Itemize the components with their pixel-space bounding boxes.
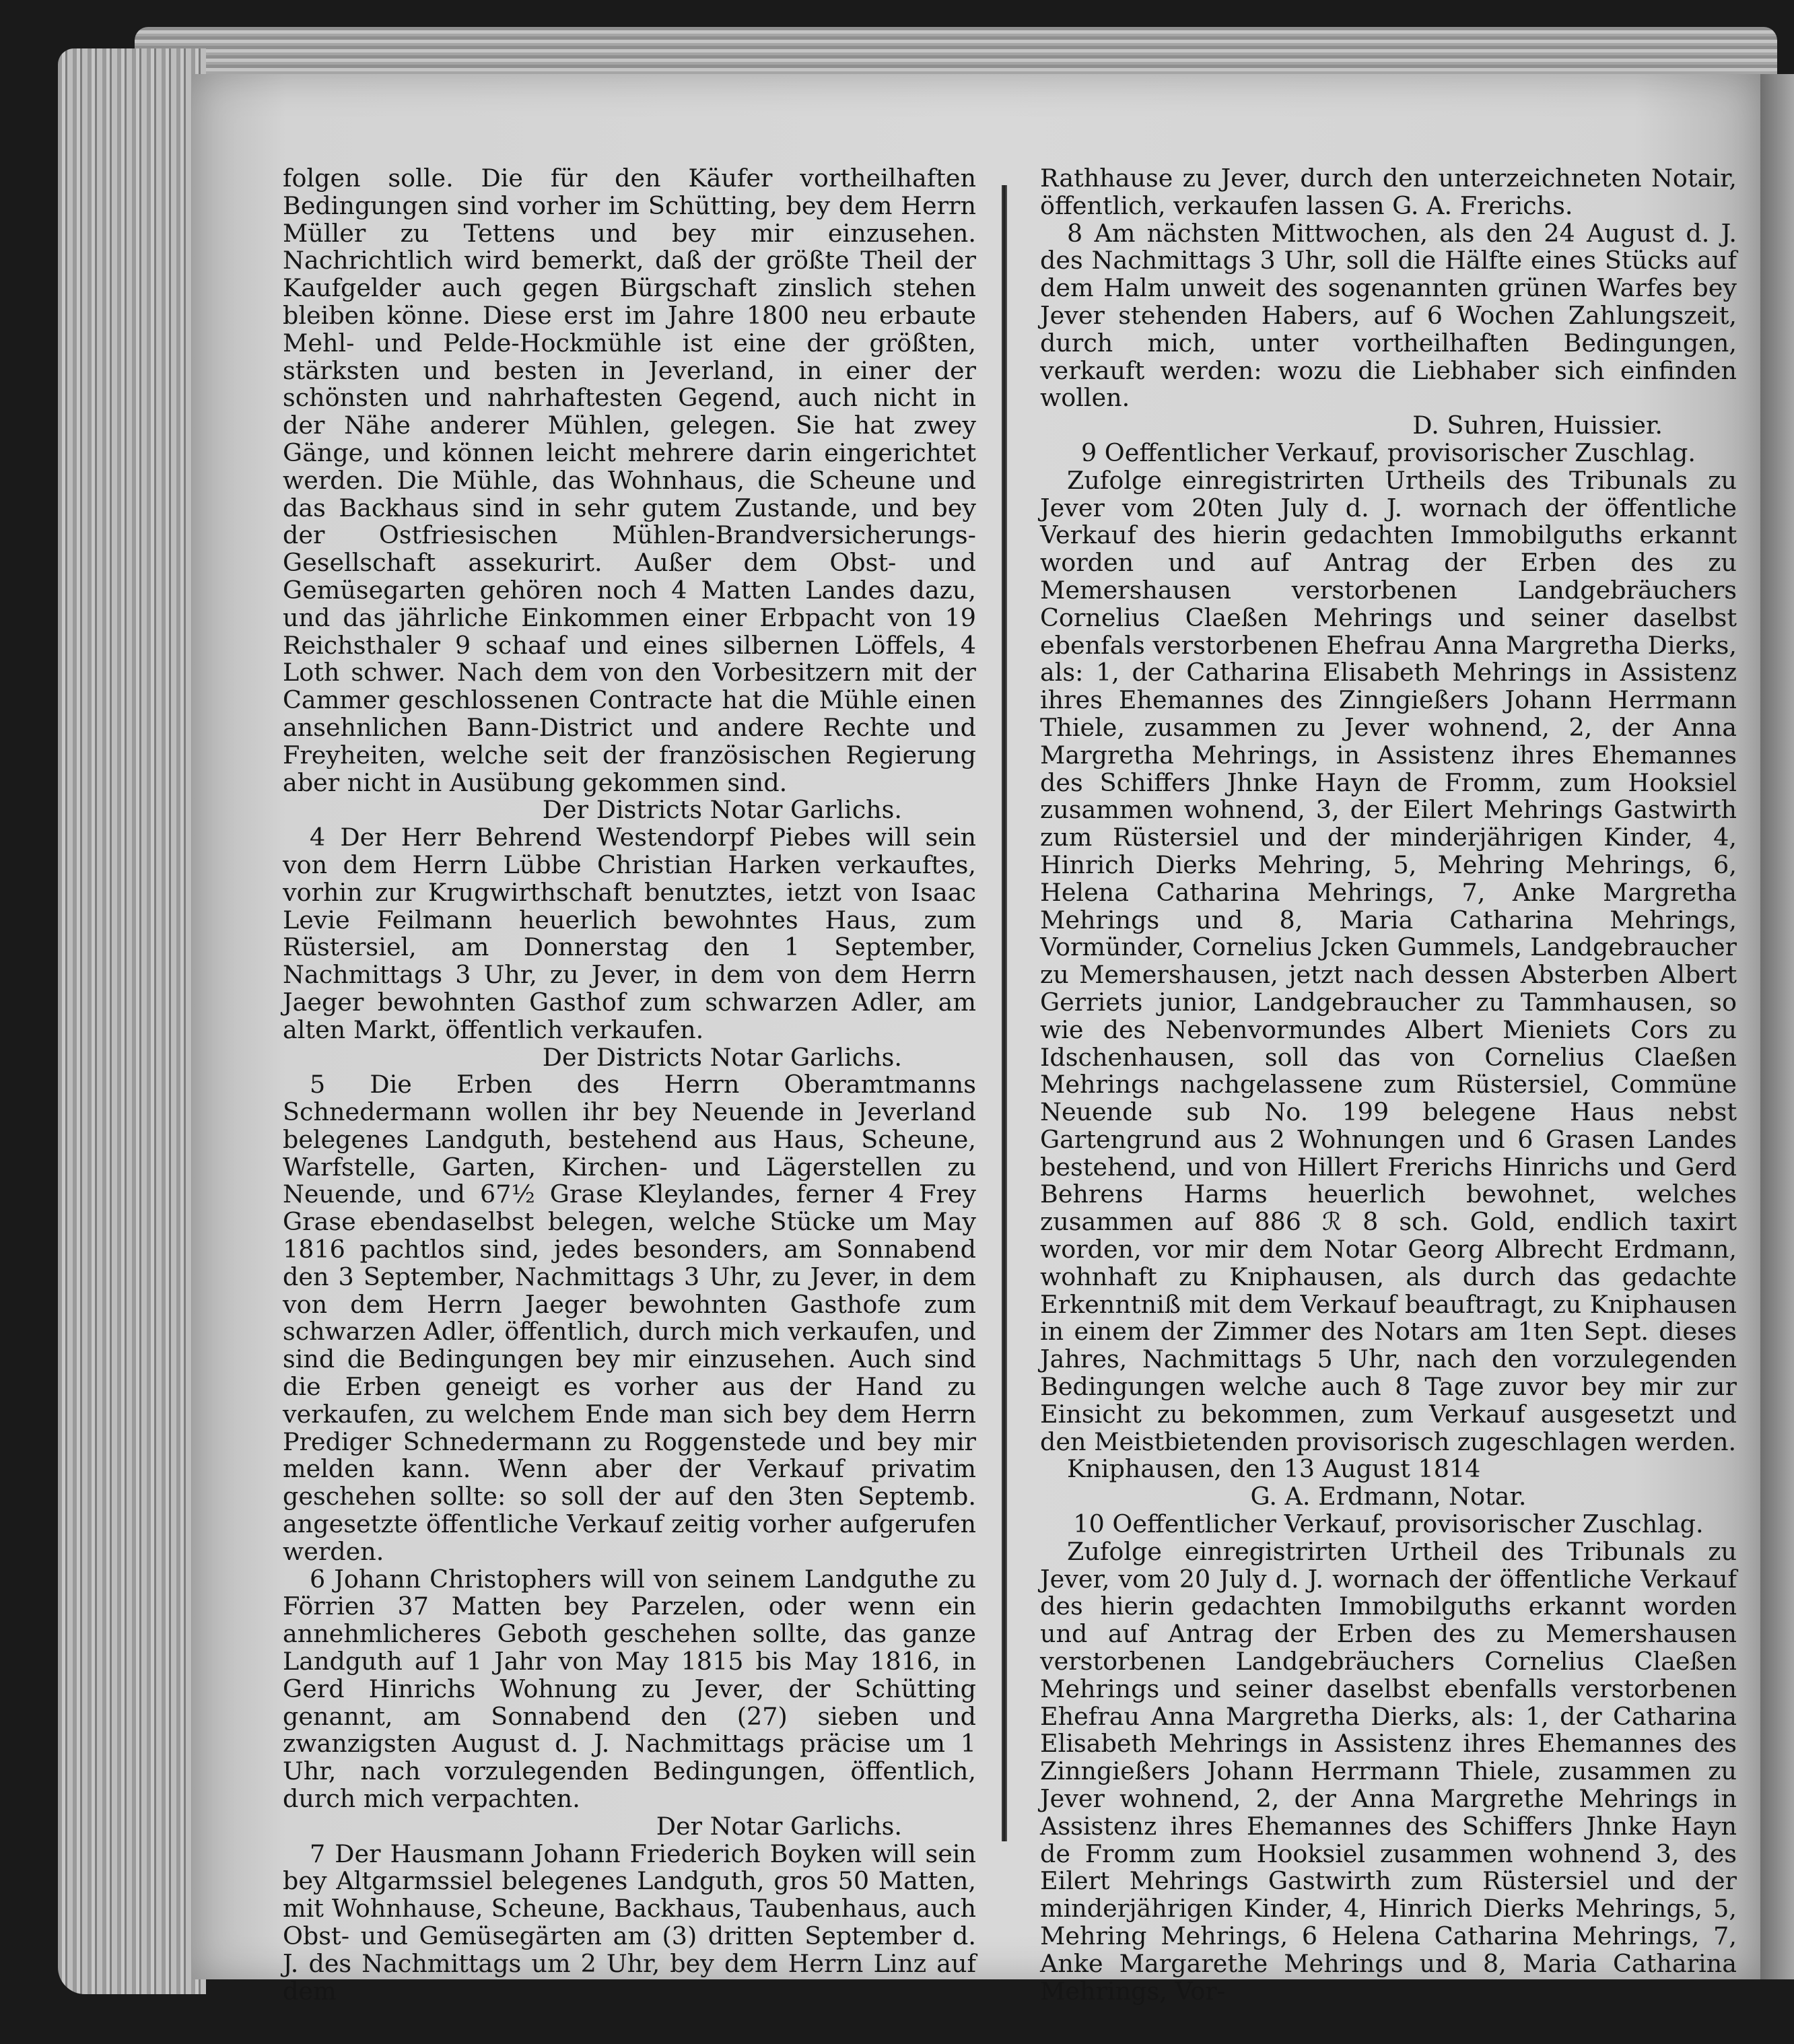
paragraph: 7 Der Hausmann Johann Friederich Boyken will sein bey Altgarmssiel belegenes Landguth, gros 50 Matten, mit Wohnhause, Scheune, Backhaus, Taubenhaus, auch Obst- und Gemüsegärten am (3) dritten September d. J. des Nachmittags um 2 Uhr, bey dem Herrn Linz auf dem [283,1839,976,2006]
paragraph: Zufolge einregistrirten Urtheil des Tribunals zu Jever, vom 20 July d. J. wornach der öffentliche Verkauf des hierin gedachten Immobilguths erkannt worden und auf Antrag der Erben des zu Memershausen verstorbenen Landgebräuchers Cornelius Claeßen Mehrings und seiner daselbst ebenfalls verstorbenen Ehefrau Anna Margretha Dierks, als: 1, der Catharina Elisabeth Mehrings in Assistenz ihres Ehemannes des Zinngießers Johann Herrmann Thiele, zusammen zu Jever wohnend, 2, der Anna Margrethe Mehrings in Assistenz ihres Ehemannes des Schiffers Jhnke Hayn de Fromm zum Hooksiel zusammen wohnend 3, des Eilert Mehrings Gastwirth zum Rüstersiel und der minderjährigen Kinder, 4, Hinrich Dierks Mehrings, 5, Mehring Mehrings, 6 Helena Catharina Mehrings, 7, Anke Margarethe Mehrings und 8, Maria Catharina Mehrings, Vor- [1040,1536,1737,2006]
text-column-right [1040,165,1737,2005]
place-date-line: Kniphausen, den 13 August 1814 [1067,1454,1481,1484]
text-column-left [283,165,976,2005]
notice-heading: 10 Oeffentlicher Verkauf, provisorischer Zuschlag. [1073,1509,1704,1539]
paragraph: 4 Der Herr Behrend Westendorpf Piebes will sein von dem Herrn Lübbe Christian Harken verkauftes, vorhin zur Krugwirthschaft benutztes, ietzt von Isaac Levie Feilmann heuerlich bewohntes Haus, zum Rüstersiel, am Donnerstag den 1 September, Nachmittags 3 Uhr, zu Jever, in dem von dem Herrn Jaeger bewohnten Gasthof zum schwarzen Adler, am alten Markt, öffentlich verkaufen. [283,823,976,1044]
paragraph: 8 Am nächsten Mittwochen, als den 24 August d. J. des Nachmittags 3 Uhr, soll die Hälfte eines Stücks auf dem Halm unweit des sogenannten grünen Warfes bey Jever stehenden Habers, auf 6 Wochen Zahlungszeit, durch mich, unter vortheilhaften Bedingungen, verkauft werden: wozu die Liebhaber sich einfinden wollen. [1040,218,1737,413]
signature: Der Districts Notar Garlichs. [542,1042,902,1072]
paragraph: Rathhause zu Jever, durch den unterzeichneten Notair, öffentlich, verkaufen lassen G. A. Frerichs. [1040,164,1737,220]
notice-heading: 9 Oeffentlicher Verkauf, provisorischer Zuschlag. [1080,438,1696,467]
paragraph: 5 Die Erben des Herrn Oberamtmanns Schnedermann wollen ihr bey Neuende in Jeverland belegenes Landguth, bestehend aus Haus, Scheune, Warfstelle, Garten, Kirchen- und Lägerstellen zu Neuende, und 67½ Grase Kleylandes, ferner 4 Frey Grase ebendaselbst belegen, welche Stücke um May 1816 pachtlos sind, jedes besonders, am Sonnabend den 3 September, Nachmittags 3 Uhr, zu Jever, in dem von dem Herrn Jaeger bewohnten Gasthofe zum schwarzen Adler, öffentlich, durch mich verkaufen, und sind die Bedingungen bey mir einzusehen. Auch sind die Erben geneigt es vorher aus der Hand zu verkaufen, zu welchem Ende man sich bey dem Herrn Prediger Schnedermann zu Roggenstede und bey mir melden kann. Wenn aber der Verkauf privatim geschehen sollte: so soll der auf den 3ten Septemb. angesetzte öffentliche Verkauf zeitig vorher aufgerufen werden. [283,1070,976,1566]
signature: Der Districts Notar Garlichs. [542,795,902,825]
paragraph: 6 Johann Christophers will von seinem Landguthe zu Förrien 37 Matten bey Parzelen, oder wenn ein annehmlicheres Geboth geschehen sollte, das ganze Landguth auf 1 Jahr von May 1815 bis May 1816, in Gerd Hinrichs Wohnung zu Jever, der Schütting genannt, am Sonnabend den (27) sieben und zwanzigsten August d. J. Nachmittags präcise um 1 Uhr, nach vorzulegenden Bedingungen, öffentlich, durch mich verpachten. [283,1564,976,1814]
signature: G. A. Erdmann, Notar. [1250,1482,1527,1511]
paragraph: Zufolge einregistrirten Urtheils des Tribunals zu Jever vom 20ten July d. J. wornach der öffentliche Verkauf des hierin gedachten Immobilguths erkannt worden und auf Antrag der Erben des zu Memershausen verstorbenen Landgebräuchers Cornelius Claeßen Mehrings und seiner daselbst ebenfals verstorbenen Ehefrau Anna Margretha Dierks, als: 1, der Catharina Elisabeth Mehrings in Assistenz ihres Ehemannes des Zinngießers Johann Herrmann Thiele, zusammen zu Jever wohnend, 2, der Anna Margretha Mehrings, in Assistenz ihres Ehemannes des Schiffers Jhnke Hayn de Fromm, zum Hooksiel zusammen wohnend, 3, der Eilert Mehrings Gastwirth zum Rüstersiel und der minderjährigen Kinder, 4, Hinrich Dierks Mehring, 5, Mehring Mehrings, 6, Helena Catharina Mehrings, 7, Anke Margretha Mehrings und 8, Maria Catharina Mehrings, Vormünder, Cornelius Jcken Gummels, Landgebraucher zu Memershausen, jetzt nach dessen Absterben Albert Gerriets junior, Landgebraucher zu Tammhausen, so wie des Nebenvormundes Albert Mieniets Cors zu Idschenhausen, soll das von Cornelius Claeßen Mehrings nachgelassene zum Rüstersiel, Commüne Neuende sub No. 199 belegene Haus nebst Gartengrund aus 2 Wohnungen und 6 Grasen Landes bestehend, und von Hillert Frerichs Hinrichs und Gerd Behrens Harms heuerlich bewohnet, welches zusammen auf 886 ℛ 8 sch. Gold, endlich taxirt worden, vor mir dem Notar Georg Albrecht Erdmann, wohnhaft zu Kniphausen, als durch das gedachte Erkenntniß mit dem Verkauf beauftragt, zu Kniphausen in einem der Zimmer des Notars am 1ten Sept. dieses Jahres, Nachmittags 5 Uhr, nach den vorzulegenden Bedingungen welche auch 8 Tage zuvor bey mir zur Einsicht zu bekommen, zum Verkauf ausgesetzt und den Meistbietenden provisorisch zugeschlagen werden. [1040,465,1737,1456]
book-page-edges [58,48,206,1994]
facing-page-edge [1760,74,1794,1979]
paragraph: folgen solle. Die für den Käufer vortheilhaften Bedingungen sind vorher im Schütting, bey dem Herrn Müller zu Tettens und bey mir einzusehen. Nachrichtlich wird bemerkt, daß der größte Theil der Kaufgelder auch gegen Bürgschaft zinslich stehen bleiben könne. Diese erst im Jahre 1800 neu erbaute Mehl- und Pelde-Hockmühle ist eine der größten, stärksten und besten in Jeverland, in einer der schönsten und nahrhaftesten Gegend, auch nicht in der Nähe anderer Mühlen, gelegen. Sie hat zwey Gänge, und können leicht mehrere darin eingerichtet werden. Die Mühle, das Wohnhaus, die Scheune und das Backhaus sind in sehr gutem Zustande, und bey der Ostfriesischen Mühlen-Brandversicherungs-Gesellschaft assekurirt. Außer dem Obst- und Gemüsegarten gehören noch 4 Matten Landes dazu, und das jährliche Einkommen einer Erbpacht von 19 Reichsthaler 9 schaaf und eines silbernen Löffels, 4 Loth schwer. Nach dem von den Vorbesitzern mit der Cammer geschlossenen Contracte hat die Mühle einen ansehnlichen Bann-District und andere Rechte und Freyheiten, welche seit der französischen Regierung aber nicht in Ausübung gekommen sind. [283,164,976,797]
column-divider [1002,185,1007,1841]
signature: D. Suhren, Huissier. [1412,411,1663,440]
signature: Der Notar Garlichs. [656,1811,902,1841]
